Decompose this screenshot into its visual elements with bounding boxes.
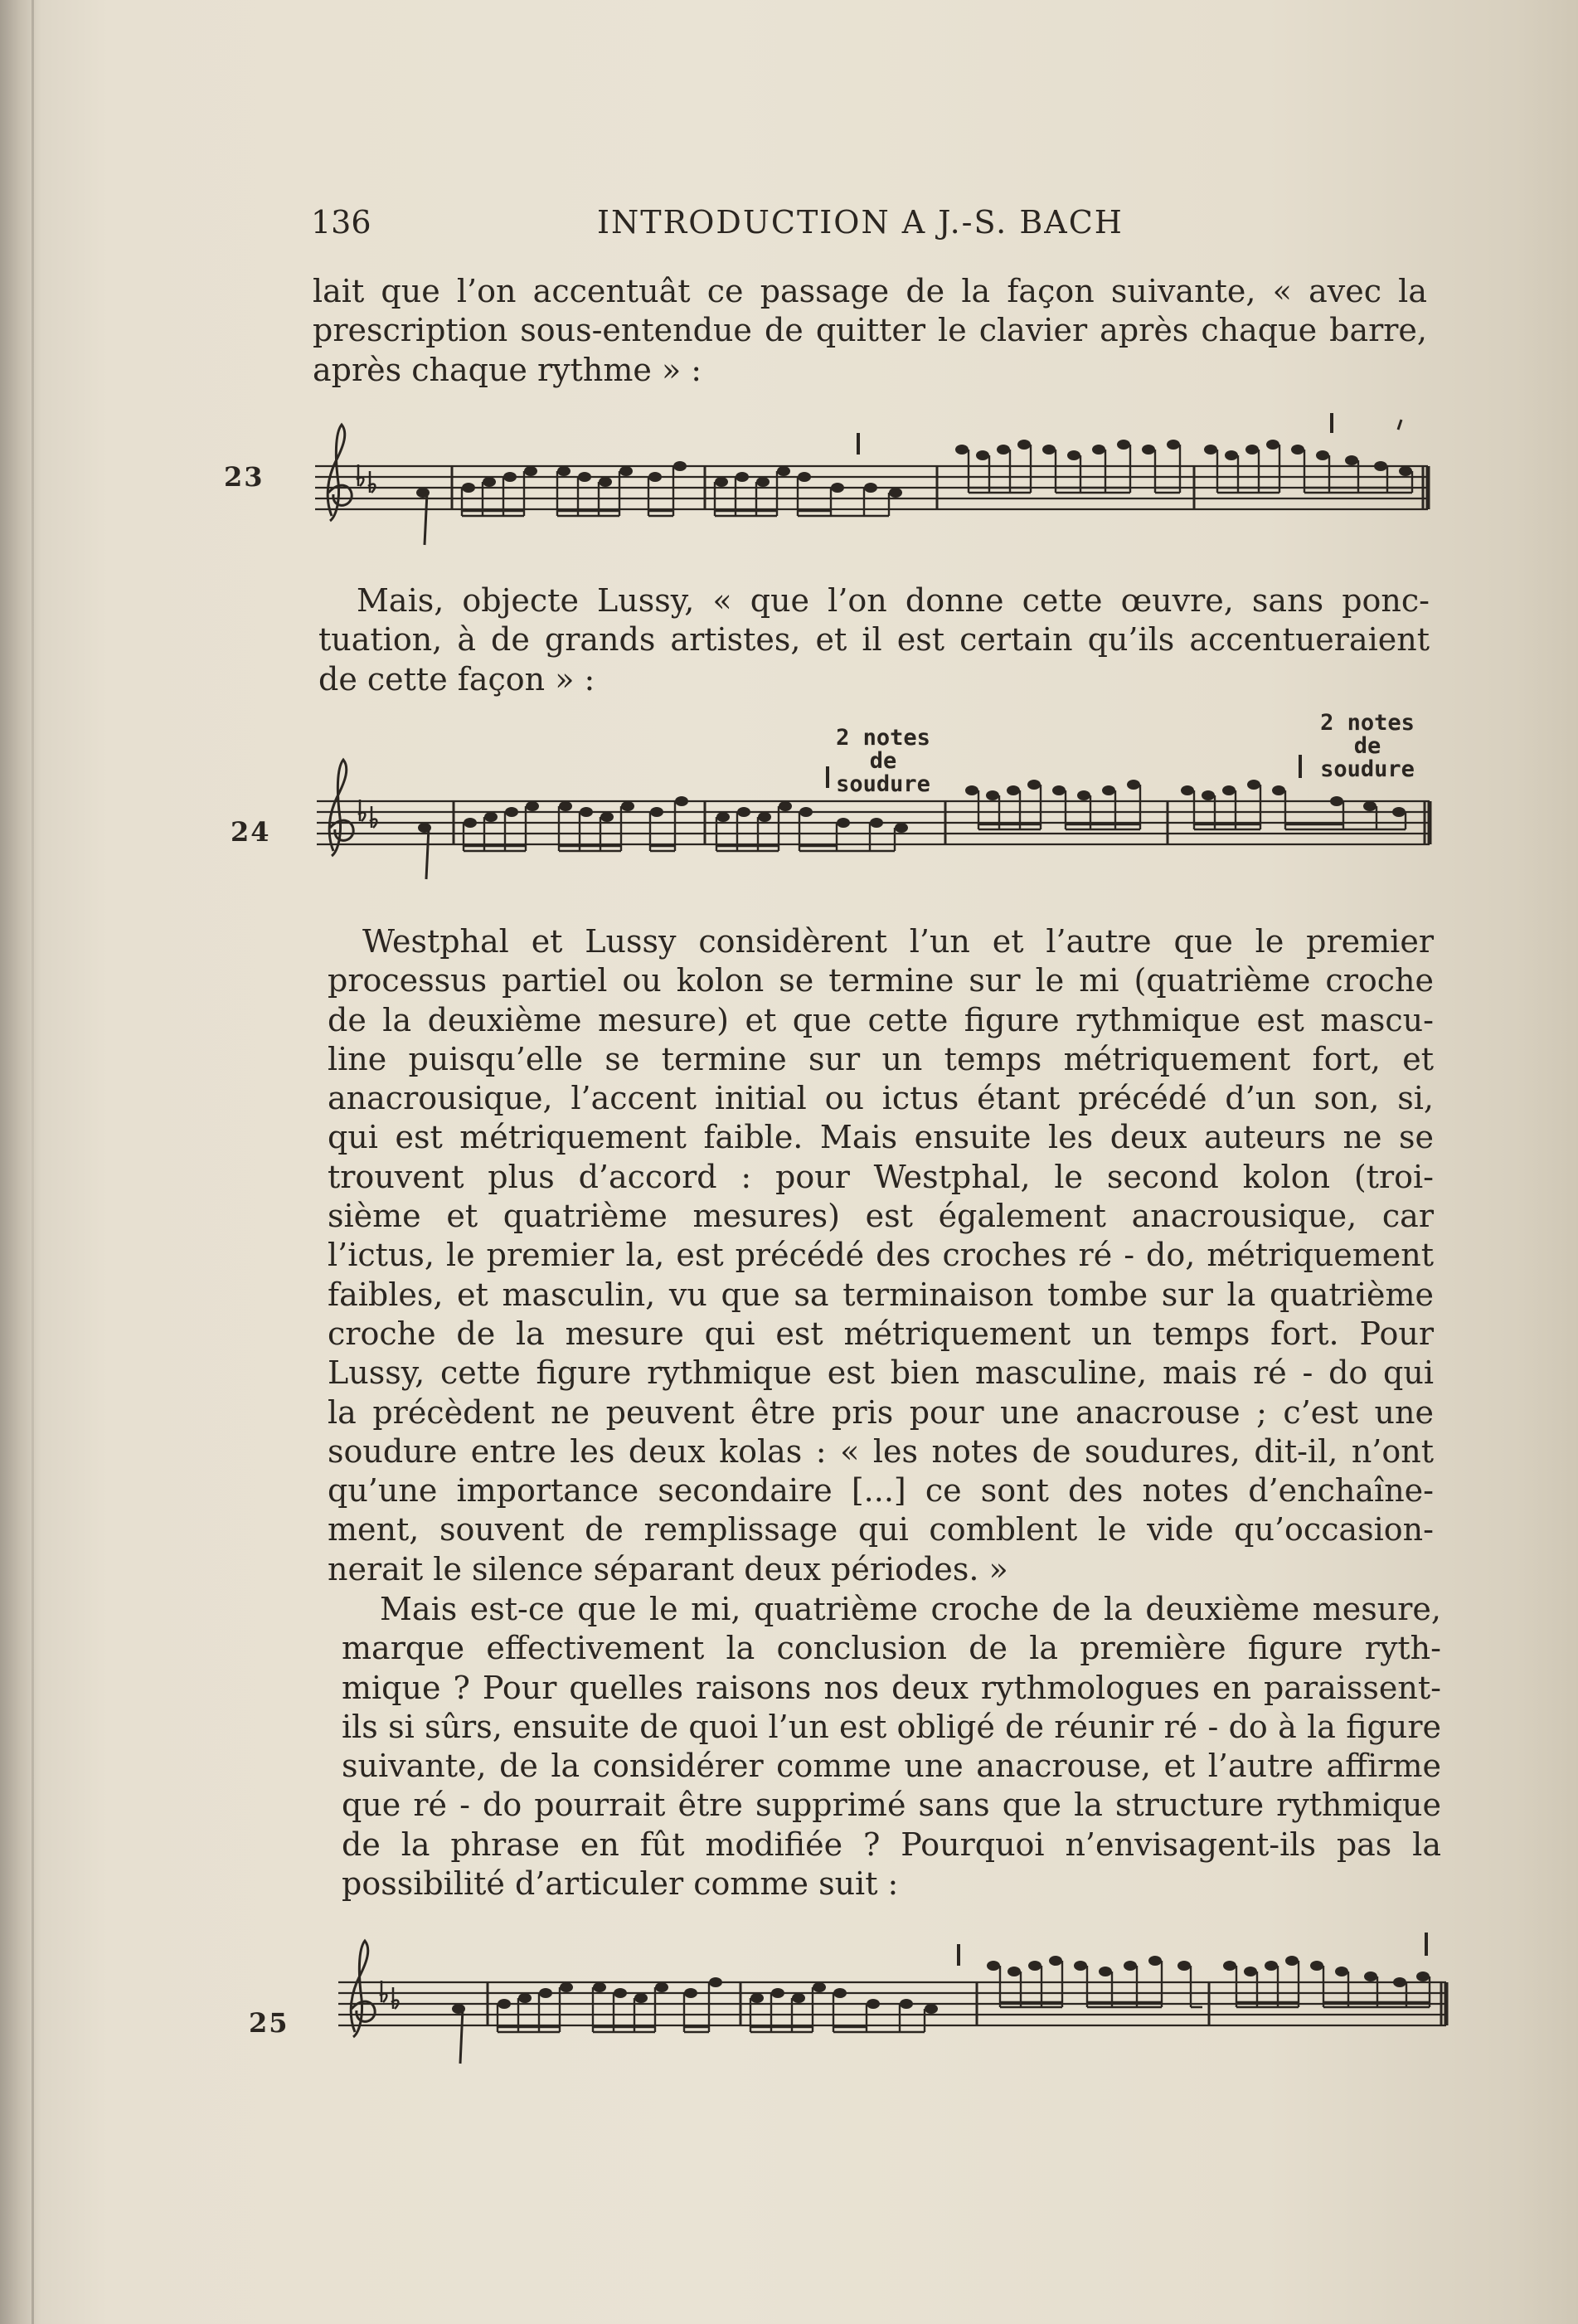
text-line: processus partiel ou kolon se termine sur le mi (quatrième croche bbox=[328, 962, 1434, 999]
running-header bbox=[311, 204, 1140, 246]
page-gutter-shadow bbox=[32, 0, 34, 2324]
text-line: l’ictus, le premier la, est précédé des croches ré - do, métriquement bbox=[328, 1237, 1434, 1274]
text-line: Mais, objecte Lussy, « que l’on donne cette œuvre, sans ponc- bbox=[357, 582, 1430, 619]
text-line: soudure entre les deux kolas : « les notes de soudures, dit-il, n’ont bbox=[328, 1432, 1434, 1470]
music-example-25 bbox=[330, 1924, 1474, 2074]
paragraph-1 bbox=[313, 272, 1427, 390]
text-line: la précèdent ne peuvent être pris pour une anacrouse ; c’est une bbox=[328, 1393, 1434, 1431]
text-line: de cette façon » : bbox=[318, 660, 595, 698]
example-number: 24 bbox=[231, 816, 271, 848]
annotation-line: de bbox=[1353, 733, 1381, 759]
paragraph-3 bbox=[328, 922, 1434, 1589]
annotation-line: soudure bbox=[1320, 756, 1415, 782]
text-line: après chaque rythme » : bbox=[313, 351, 702, 388]
text-line: Mais est-ce que le mi, quatrième croche de la deuxième mesure, bbox=[380, 1591, 1441, 1627]
text-line: lait que l’on accentuât ce passage de la façon suivante, « avec la bbox=[313, 273, 1427, 309]
paragraph-4 bbox=[342, 1590, 1441, 1903]
annotation-line: 2 notes bbox=[1320, 710, 1415, 736]
text-line: qu’une importance secondaire [...] ce sont des notes d’enchaîne- bbox=[328, 1472, 1434, 1510]
text-line: qui est métriquement faible. Mais ensuite les deux auteurs ne se bbox=[328, 1119, 1434, 1156]
text-line: prescription sous-entendue de quitter le clavier après chaque barre, bbox=[313, 312, 1427, 349]
music-example-23 bbox=[307, 400, 1468, 557]
annotation-line: 2 notes bbox=[836, 725, 930, 751]
text-line: suivante, de la considérer comme une anacrouse, et l’autre affirme bbox=[342, 1748, 1441, 1785]
text-line: Lussy, cette figure rythmique est bien masculine, mais ré - do qui bbox=[328, 1354, 1434, 1392]
text-line: croche de la mesure qui est métriquement un temps fort. Pour bbox=[328, 1315, 1434, 1352]
text-line: marque effectivement la conclusion de la première figure ryth- bbox=[342, 1630, 1441, 1667]
text-line: que ré - do pourrait être supprimé sans que la structure rythmique bbox=[342, 1787, 1441, 1824]
text-line: mique ? Pour quelles raisons nos deux rythmologues en paraissent- bbox=[342, 1669, 1441, 1706]
paragraph-2 bbox=[318, 581, 1430, 699]
text-line: Westphal et Lussy considèrent l’un et l’autre que le premier bbox=[362, 923, 1434, 960]
text-line: line puisqu’elle se termine sur un temps métriquement fort, et bbox=[328, 1040, 1434, 1077]
text-line: tuation, à de grands artistes, et il est certain qu’ils accentueraient bbox=[318, 621, 1430, 659]
running-title: INTRODUCTION A J.-S. BACH bbox=[597, 204, 1124, 241]
text-line: faibles, et masculin, vu que sa terminaison tombe sur la quatrième bbox=[328, 1276, 1434, 1313]
music-example-24 bbox=[308, 755, 1469, 896]
text-line: ment, souvent de remplissage qui comblent le vide qu’occasion- bbox=[328, 1511, 1434, 1549]
text-line: sième et quatrième mesures) est également anacrousique, car bbox=[328, 1198, 1434, 1235]
text-line: de la phrase en fût modifiée ? Pourquoi n’envisagent-ils pas la bbox=[342, 1826, 1441, 1863]
text-line: possibilité d’articuler comme suit : bbox=[342, 1865, 899, 1903]
text-line: de la deuxième mesure) et que cette figure rythmique est mascu- bbox=[328, 1001, 1434, 1038]
text-line: ils si sûrs, ensuite de quoi l’un est obligé de réunir ré - do à la figure bbox=[342, 1708, 1441, 1745]
example-number: 23 bbox=[224, 461, 265, 493]
text-line: trouvent plus d’accord : pour Westphal, le second kolon (troi- bbox=[328, 1158, 1434, 1195]
text-line: nerait le silence séparant deux périodes. » bbox=[328, 1550, 1008, 1587]
annotation-line: soudure bbox=[836, 771, 930, 797]
page-number: 136 bbox=[311, 204, 371, 241]
text-line: anacrousique, l’accent initial ou ictus étant précédé d’un son, si, bbox=[328, 1080, 1434, 1117]
annotation-line: de bbox=[869, 748, 897, 774]
example-number: 25 bbox=[249, 2007, 289, 2039]
